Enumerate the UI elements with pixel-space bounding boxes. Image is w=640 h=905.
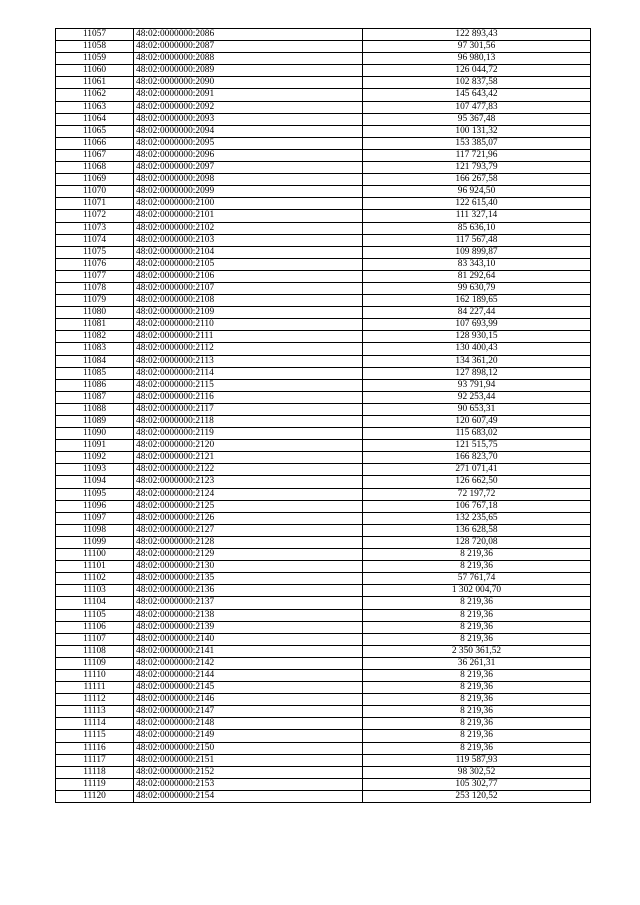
cadastral-number-cell: 48:02:0000000:2096 <box>134 149 363 161</box>
table-row <box>56 718 591 730</box>
table-row <box>56 536 591 548</box>
cadastral-number-cell: 48:02:0000000:2110 <box>134 319 363 331</box>
cadastral-value-cell: 8 219,36 <box>363 706 591 718</box>
cadastral-value-cell: 72 197,72 <box>363 488 591 500</box>
row-number-cell: 11071 <box>56 198 134 210</box>
row-number-cell: 11066 <box>56 137 134 149</box>
row-number-cell: 11103 <box>56 585 134 597</box>
cadastral-value-cell: 2 350 361,52 <box>363 645 591 657</box>
cadastral-value-cell: 128 930,15 <box>363 331 591 343</box>
row-number-cell: 11111 <box>56 682 134 694</box>
row-number-cell: 11074 <box>56 234 134 246</box>
cadastral-number-cell: 48:02:0000000:2106 <box>134 270 363 282</box>
cadastral-number-cell: 48:02:0000000:2114 <box>134 367 363 379</box>
table-row <box>56 125 591 137</box>
cadastral-value-cell: 134 361,20 <box>363 355 591 367</box>
row-number-cell: 11088 <box>56 403 134 415</box>
cadastral-value-cell: 99 630,79 <box>363 282 591 294</box>
cadastral-value-cell: 96 924,50 <box>363 186 591 198</box>
row-number-cell: 11075 <box>56 246 134 258</box>
cadastral-value-cell: 84 227,44 <box>363 307 591 319</box>
cadastral-value-table <box>55 28 591 803</box>
cadastral-number-cell: 48:02:0000000:2111 <box>134 331 363 343</box>
table-row <box>56 53 591 65</box>
row-number-cell: 11095 <box>56 488 134 500</box>
cadastral-value-cell: 122 615,40 <box>363 198 591 210</box>
table-row <box>56 391 591 403</box>
cadastral-value-cell: 115 683,02 <box>363 428 591 440</box>
row-number-cell: 11102 <box>56 573 134 585</box>
row-number-cell: 11069 <box>56 174 134 186</box>
cadastral-value-cell: 271 071,41 <box>363 464 591 476</box>
cadastral-value-cell: 93 791,94 <box>363 379 591 391</box>
table-row <box>56 416 591 428</box>
cadastral-number-cell: 48:02:0000000:2138 <box>134 609 363 621</box>
row-number-cell: 11079 <box>56 295 134 307</box>
row-number-cell: 11061 <box>56 77 134 89</box>
cadastral-value-cell: 96 980,13 <box>363 53 591 65</box>
cadastral-number-cell: 48:02:0000000:2101 <box>134 210 363 222</box>
cadastral-value-cell: 90 653,31 <box>363 403 591 415</box>
cadastral-value-cell: 111 327,14 <box>363 210 591 222</box>
row-number-cell: 11085 <box>56 367 134 379</box>
cadastral-value-cell: 8 219,36 <box>363 730 591 742</box>
cadastral-value-cell: 122 893,43 <box>363 29 591 41</box>
table-row <box>56 258 591 270</box>
cadastral-value-cell: 253 120,52 <box>363 790 591 802</box>
table-row <box>56 137 591 149</box>
row-number-cell: 11117 <box>56 754 134 766</box>
cadastral-number-cell: 48:02:0000000:2104 <box>134 246 363 258</box>
cadastral-number-cell: 48:02:0000000:2137 <box>134 597 363 609</box>
table-row <box>56 573 591 585</box>
table-row <box>56 682 591 694</box>
row-number-cell: 11105 <box>56 609 134 621</box>
table-row <box>56 282 591 294</box>
row-number-cell: 11114 <box>56 718 134 730</box>
cadastral-number-cell: 48:02:0000000:2122 <box>134 464 363 476</box>
row-number-cell: 11098 <box>56 524 134 536</box>
row-number-cell: 11082 <box>56 331 134 343</box>
row-number-cell: 11108 <box>56 645 134 657</box>
cadastral-number-cell: 48:02:0000000:2123 <box>134 476 363 488</box>
cadastral-value-cell: 136 628,58 <box>363 524 591 536</box>
table-row <box>56 113 591 125</box>
cadastral-value-cell: 107 477,83 <box>363 101 591 113</box>
table-row <box>56 428 591 440</box>
table-row <box>56 270 591 282</box>
table-row <box>56 29 591 41</box>
table-row <box>56 778 591 790</box>
row-number-cell: 11081 <box>56 319 134 331</box>
table-row <box>56 694 591 706</box>
cadastral-value-cell: 119 587,93 <box>363 754 591 766</box>
table-row <box>56 355 591 367</box>
row-number-cell: 11090 <box>56 428 134 440</box>
cadastral-value-cell: 117 721,96 <box>363 149 591 161</box>
cadastral-value-cell: 127 898,12 <box>363 367 591 379</box>
row-number-cell: 11057 <box>56 29 134 41</box>
row-number-cell: 11096 <box>56 500 134 512</box>
cadastral-number-cell: 48:02:0000000:2116 <box>134 391 363 403</box>
row-number-cell: 11091 <box>56 440 134 452</box>
row-number-cell: 11101 <box>56 561 134 573</box>
table-row <box>56 41 591 53</box>
table-row <box>56 754 591 766</box>
table-row <box>56 488 591 500</box>
cadastral-value-cell: 126 662,50 <box>363 476 591 488</box>
cadastral-number-cell: 48:02:0000000:2105 <box>134 258 363 270</box>
row-number-cell: 11113 <box>56 706 134 718</box>
cadastral-number-cell: 48:02:0000000:2109 <box>134 307 363 319</box>
cadastral-number-cell: 48:02:0000000:2144 <box>134 669 363 681</box>
cadastral-value-cell: 162 189,65 <box>363 295 591 307</box>
cadastral-number-cell: 48:02:0000000:2150 <box>134 742 363 754</box>
cadastral-number-cell: 48:02:0000000:2140 <box>134 633 363 645</box>
table-row <box>56 403 591 415</box>
cadastral-number-cell: 48:02:0000000:2093 <box>134 113 363 125</box>
cadastral-number-cell: 48:02:0000000:2113 <box>134 355 363 367</box>
table-row <box>56 669 591 681</box>
row-number-cell: 11078 <box>56 282 134 294</box>
cadastral-number-cell: 48:02:0000000:2125 <box>134 500 363 512</box>
cadastral-value-cell: 121 515,75 <box>363 440 591 452</box>
cadastral-value-cell: 95 367,48 <box>363 113 591 125</box>
row-number-cell: 11097 <box>56 512 134 524</box>
cadastral-number-cell: 48:02:0000000:2139 <box>134 621 363 633</box>
table-row <box>56 198 591 210</box>
table-row <box>56 89 591 101</box>
cadastral-number-cell: 48:02:0000000:2100 <box>134 198 363 210</box>
cadastral-number-cell: 48:02:0000000:2088 <box>134 53 363 65</box>
cadastral-value-cell: 100 131,32 <box>363 125 591 137</box>
cadastral-number-cell: 48:02:0000000:2149 <box>134 730 363 742</box>
row-number-cell: 11100 <box>56 549 134 561</box>
cadastral-number-cell: 48:02:0000000:2124 <box>134 488 363 500</box>
cadastral-value-cell: 145 643,42 <box>363 89 591 101</box>
row-number-cell: 11084 <box>56 355 134 367</box>
cadastral-value-cell: 98 302,52 <box>363 766 591 778</box>
cadastral-value-cell: 120 607,49 <box>363 416 591 428</box>
table-row <box>56 452 591 464</box>
cadastral-value-cell: 166 823,70 <box>363 452 591 464</box>
row-number-cell: 11083 <box>56 343 134 355</box>
cadastral-number-cell: 48:02:0000000:2141 <box>134 645 363 657</box>
table-row <box>56 307 591 319</box>
table-row <box>56 367 591 379</box>
table-row <box>56 766 591 778</box>
cadastral-number-cell: 48:02:0000000:2108 <box>134 295 363 307</box>
cadastral-number-cell: 48:02:0000000:2145 <box>134 682 363 694</box>
table-row <box>56 645 591 657</box>
cadastral-value-cell: 109 899,87 <box>363 246 591 258</box>
cadastral-value-cell: 8 219,36 <box>363 621 591 633</box>
row-number-cell: 11112 <box>56 694 134 706</box>
cadastral-value-cell: 128 720,08 <box>363 536 591 548</box>
table-row <box>56 500 591 512</box>
cadastral-value-table-container <box>55 28 590 803</box>
table-row <box>56 657 591 669</box>
table-row <box>56 319 591 331</box>
row-number-cell: 11077 <box>56 270 134 282</box>
table-row <box>56 343 591 355</box>
row-number-cell: 11076 <box>56 258 134 270</box>
cadastral-number-cell: 48:02:0000000:2115 <box>134 379 363 391</box>
cadastral-number-cell: 48:02:0000000:2130 <box>134 561 363 573</box>
table-row <box>56 524 591 536</box>
row-number-cell: 11086 <box>56 379 134 391</box>
table-row <box>56 633 591 645</box>
cadastral-number-cell: 48:02:0000000:2126 <box>134 512 363 524</box>
cadastral-value-cell: 1 302 004,70 <box>363 585 591 597</box>
table-row <box>56 186 591 198</box>
cadastral-number-cell: 48:02:0000000:2128 <box>134 536 363 548</box>
cadastral-number-cell: 48:02:0000000:2094 <box>134 125 363 137</box>
row-number-cell: 11094 <box>56 476 134 488</box>
cadastral-value-cell: 57 761,74 <box>363 573 591 585</box>
cadastral-number-cell: 48:02:0000000:2103 <box>134 234 363 246</box>
cadastral-value-cell: 153 385,07 <box>363 137 591 149</box>
row-number-cell: 11107 <box>56 633 134 645</box>
table-row <box>56 549 591 561</box>
table-row <box>56 234 591 246</box>
cadastral-number-cell: 48:02:0000000:2117 <box>134 403 363 415</box>
cadastral-value-cell: 8 219,36 <box>363 597 591 609</box>
table-row <box>56 65 591 77</box>
row-number-cell: 11063 <box>56 101 134 113</box>
table-row <box>56 512 591 524</box>
cadastral-number-cell: 48:02:0000000:2146 <box>134 694 363 706</box>
table-row <box>56 730 591 742</box>
cadastral-number-cell: 48:02:0000000:2119 <box>134 428 363 440</box>
table-row <box>56 706 591 718</box>
cadastral-number-cell: 48:02:0000000:2107 <box>134 282 363 294</box>
cadastral-number-cell: 48:02:0000000:2091 <box>134 89 363 101</box>
table-row <box>56 440 591 452</box>
cadastral-number-cell: 48:02:0000000:2097 <box>134 162 363 174</box>
cadastral-value-cell: 81 292,64 <box>363 270 591 282</box>
table-body <box>56 29 591 803</box>
cadastral-value-cell: 106 767,18 <box>363 500 591 512</box>
cadastral-value-cell: 8 219,36 <box>363 669 591 681</box>
cadastral-value-cell: 117 567,48 <box>363 234 591 246</box>
table-row <box>56 77 591 89</box>
row-number-cell: 11080 <box>56 307 134 319</box>
row-number-cell: 11072 <box>56 210 134 222</box>
row-number-cell: 11067 <box>56 149 134 161</box>
table-row <box>56 210 591 222</box>
cadastral-number-cell: 48:02:0000000:2086 <box>134 29 363 41</box>
cadastral-value-cell: 85 636,10 <box>363 222 591 234</box>
row-number-cell: 11092 <box>56 452 134 464</box>
row-number-cell: 11062 <box>56 89 134 101</box>
cadastral-value-cell: 166 267,58 <box>363 174 591 186</box>
row-number-cell: 11115 <box>56 730 134 742</box>
table-row <box>56 246 591 258</box>
cadastral-number-cell: 48:02:0000000:2087 <box>134 41 363 53</box>
cadastral-number-cell: 48:02:0000000:2095 <box>134 137 363 149</box>
row-number-cell: 11119 <box>56 778 134 790</box>
table-row <box>56 561 591 573</box>
table-row <box>56 222 591 234</box>
cadastral-value-cell: 130 400,43 <box>363 343 591 355</box>
cadastral-number-cell: 48:02:0000000:2118 <box>134 416 363 428</box>
cadastral-value-cell: 8 219,36 <box>363 549 591 561</box>
row-number-cell: 11116 <box>56 742 134 754</box>
cadastral-value-cell: 36 261,31 <box>363 657 591 669</box>
row-number-cell: 11089 <box>56 416 134 428</box>
row-number-cell: 11104 <box>56 597 134 609</box>
cadastral-value-cell: 126 044,72 <box>363 65 591 77</box>
table-row <box>56 162 591 174</box>
cadastral-value-cell: 83 343,10 <box>363 258 591 270</box>
cadastral-number-cell: 48:02:0000000:2120 <box>134 440 363 452</box>
cadastral-number-cell: 48:02:0000000:2152 <box>134 766 363 778</box>
cadastral-value-cell: 107 693,99 <box>363 319 591 331</box>
cadastral-number-cell: 48:02:0000000:2121 <box>134 452 363 464</box>
row-number-cell: 11118 <box>56 766 134 778</box>
row-number-cell: 11106 <box>56 621 134 633</box>
row-number-cell: 11109 <box>56 657 134 669</box>
table-row <box>56 331 591 343</box>
cadastral-value-cell: 8 219,36 <box>363 742 591 754</box>
row-number-cell: 11059 <box>56 53 134 65</box>
table-row <box>56 476 591 488</box>
cadastral-number-cell: 48:02:0000000:2154 <box>134 790 363 802</box>
cadastral-number-cell: 48:02:0000000:2151 <box>134 754 363 766</box>
row-number-cell: 11068 <box>56 162 134 174</box>
cadastral-number-cell: 48:02:0000000:2112 <box>134 343 363 355</box>
cadastral-value-cell: 102 837,58 <box>363 77 591 89</box>
table-row <box>56 295 591 307</box>
row-number-cell: 11065 <box>56 125 134 137</box>
row-number-cell: 11120 <box>56 790 134 802</box>
cadastral-number-cell: 48:02:0000000:2099 <box>134 186 363 198</box>
cadastral-value-cell: 121 793,79 <box>363 162 591 174</box>
row-number-cell: 11093 <box>56 464 134 476</box>
row-number-cell: 11060 <box>56 65 134 77</box>
cadastral-number-cell: 48:02:0000000:2153 <box>134 778 363 790</box>
cadastral-value-cell: 132 235,65 <box>363 512 591 524</box>
table-row <box>56 790 591 802</box>
cadastral-number-cell: 48:02:0000000:2098 <box>134 174 363 186</box>
row-number-cell: 11099 <box>56 536 134 548</box>
cadastral-number-cell: 48:02:0000000:2136 <box>134 585 363 597</box>
cadastral-number-cell: 48:02:0000000:2142 <box>134 657 363 669</box>
cadastral-number-cell: 48:02:0000000:2127 <box>134 524 363 536</box>
cadastral-number-cell: 48:02:0000000:2135 <box>134 573 363 585</box>
cadastral-number-cell: 48:02:0000000:2090 <box>134 77 363 89</box>
table-row <box>56 742 591 754</box>
cadastral-value-cell: 8 219,36 <box>363 694 591 706</box>
cadastral-number-cell: 48:02:0000000:2102 <box>134 222 363 234</box>
cadastral-value-cell: 8 219,36 <box>363 718 591 730</box>
cadastral-number-cell: 48:02:0000000:2147 <box>134 706 363 718</box>
cadastral-value-cell: 8 219,36 <box>363 682 591 694</box>
table-row <box>56 464 591 476</box>
cadastral-number-cell: 48:02:0000000:2092 <box>134 101 363 113</box>
cadastral-number-cell: 48:02:0000000:2148 <box>134 718 363 730</box>
cadastral-number-cell: 48:02:0000000:2089 <box>134 65 363 77</box>
table-row <box>56 621 591 633</box>
table-row <box>56 609 591 621</box>
row-number-cell: 11064 <box>56 113 134 125</box>
row-number-cell: 11070 <box>56 186 134 198</box>
table-row <box>56 379 591 391</box>
row-number-cell: 11087 <box>56 391 134 403</box>
row-number-cell: 11110 <box>56 669 134 681</box>
table-row <box>56 597 591 609</box>
table-row <box>56 149 591 161</box>
cadastral-value-cell: 105 302,77 <box>363 778 591 790</box>
cadastral-value-cell: 8 219,36 <box>363 609 591 621</box>
cadastral-value-cell: 92 253,44 <box>363 391 591 403</box>
cadastral-value-cell: 97 301,56 <box>363 41 591 53</box>
table-row <box>56 585 591 597</box>
cadastral-value-cell: 8 219,36 <box>363 633 591 645</box>
row-number-cell: 11073 <box>56 222 134 234</box>
table-row <box>56 101 591 113</box>
table-row <box>56 174 591 186</box>
cadastral-value-cell: 8 219,36 <box>363 561 591 573</box>
row-number-cell: 11058 <box>56 41 134 53</box>
cadastral-number-cell: 48:02:0000000:2129 <box>134 549 363 561</box>
